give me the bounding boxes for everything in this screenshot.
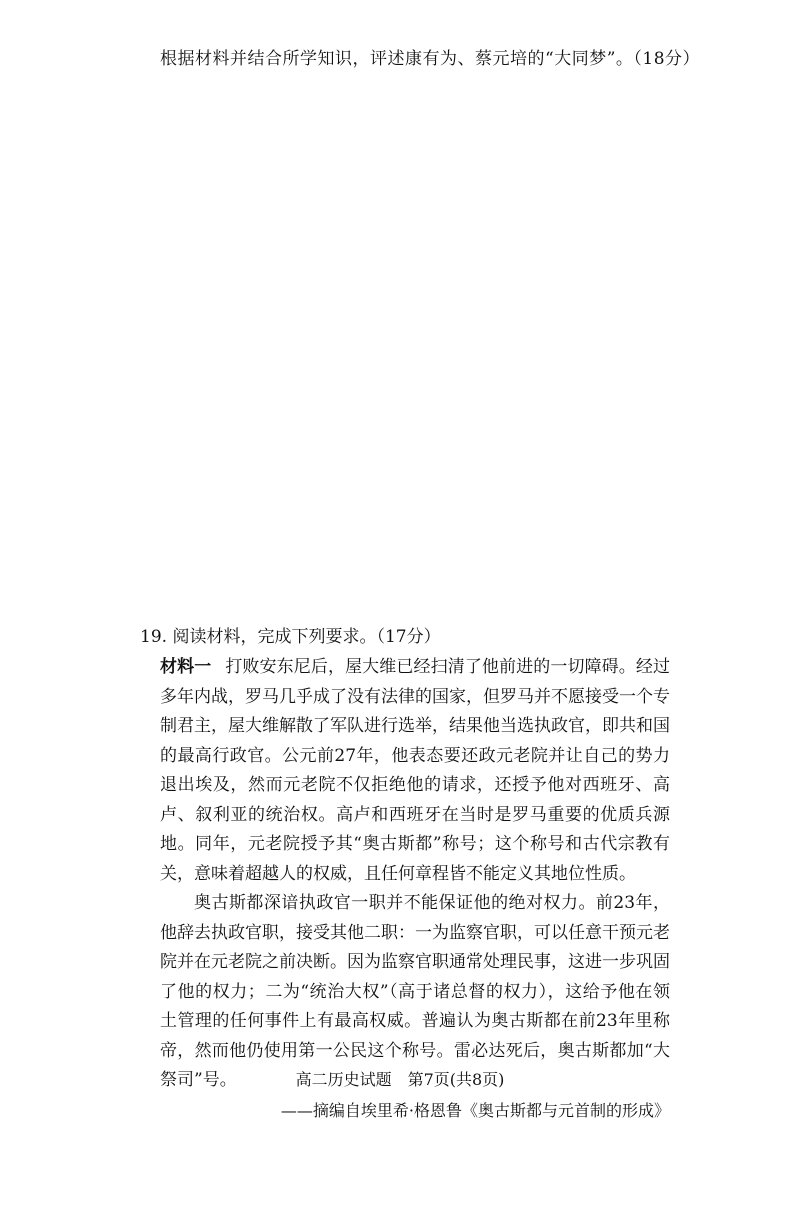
question-19-title: 19. 阅读材料，完成下列要求。（17分） [140, 627, 441, 647]
question-19 [140, 622, 670, 1125]
question18-prompt: 根据材料并结合所学知识，评述康有为、蔡元培的“大同梦”。（18分） [160, 49, 701, 69]
material-1-text-1: 打败安东尼后，屋大维已经扫清了他前进的一切障碍。经过多年内战，罗马几乎成了没有法律的国家，但罗马并不愿接受一个专制君主，屋大维解散了军队进行选举，结果他当选执政官，即共和国的最高行政官。公元前27年，他表态要还政元老院并让自己的势力退出埃及，然而元老院不仅拒绝他的请求，还授予他对西班牙、高卢、叙利亚的统治权。高卢和西班牙在当时是罗马重要的优质兵源地。同年，元老院授予其“奥古斯都”称号；这个称号和古代宗教有关，意味着超越人的权威，且任何章程皆不能定义其地位性质。 [160, 657, 671, 884]
material-1-paragraph-1 [140, 653, 670, 889]
material-1-paragraph-2: 奥古斯都深谙执政官一职并不能保证他的绝对权力。前23年，他辞去执政官职，接受其他二职：一为监察官职，可以任意干预元老院并在元老院之前决断。因为监察官职通常处理民事，这进一步巩固了他的权力；二为“统治大权”（高于诸总督的权力），这给予他在领土管理的任何事件上有最高权威。普遍认为奥古斯都在前23年里称帝，然而他仍使用第一公民这个称号。雷必达死后，奥古斯都加“大祭司”号。 [160, 893, 670, 1090]
page-footer: 高二历史试题 第7页(共8页) [295, 1070, 505, 1089]
material-1-label: 材料一 [160, 657, 212, 677]
material-1-source: ——摘编自埃里希·格恩鲁《奥古斯都与元首制的形成》 [280, 1100, 670, 1120]
